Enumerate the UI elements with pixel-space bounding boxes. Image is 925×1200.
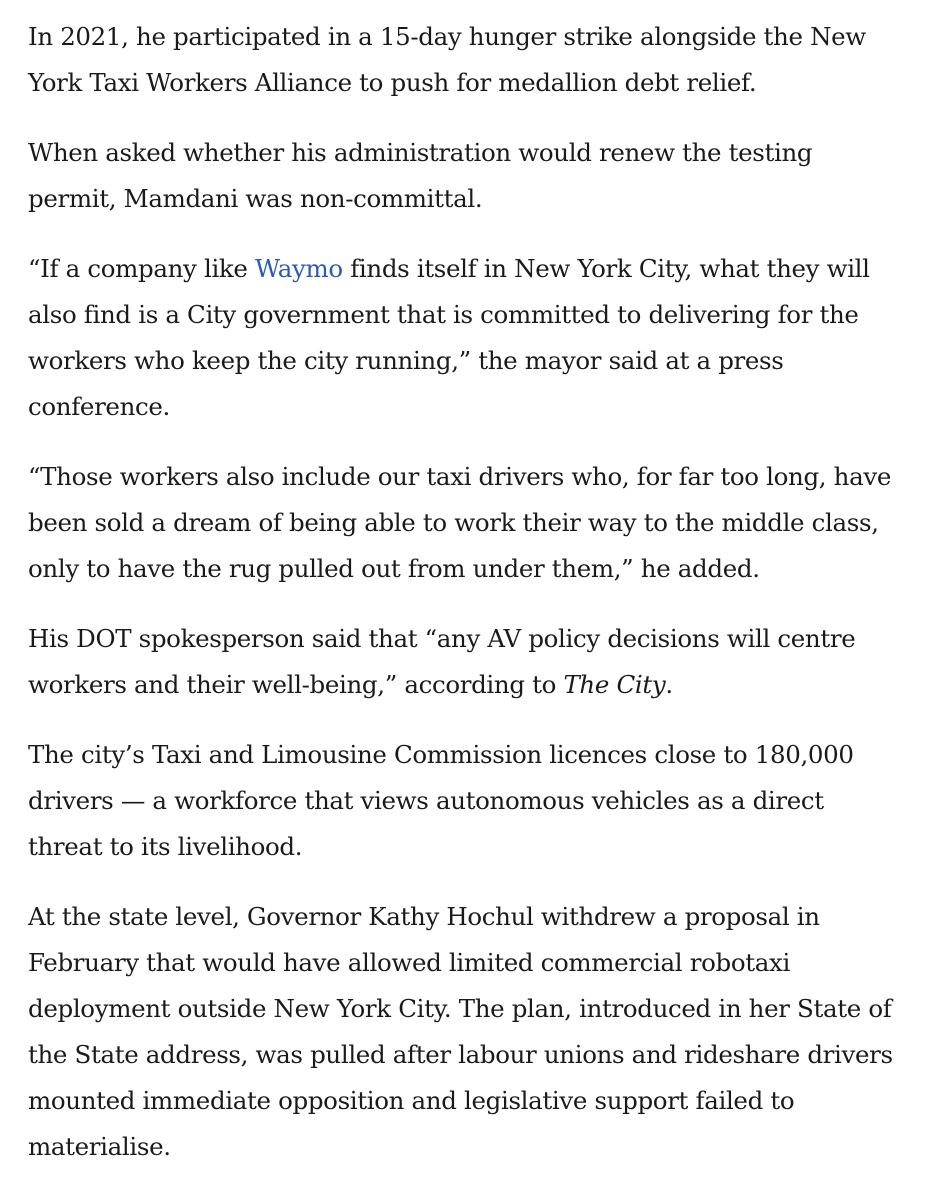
publication-name: The City [563,670,666,699]
quote-text-end: finds itself in New York City, what they will also find is a City government that is committed to delivering for the workers who keep the city running,” the mayor said at a press conference. [28,254,870,421]
spokesperson-text-end: . [665,670,673,699]
paragraph-taxi-drivers-quote: “Those workers also include our taxi drivers who, for far too long, have been sold a dream of being able to work their way to the middle class, only to have the rug pulled out from under them,” he added. [28,462,891,583]
article-body [28,14,898,1194]
paragraph-hunger-strike: In 2021, he participated in a 15-day hunger strike alongside the New York Taxi Workers Alliance to push for medallion debt relief. [28,22,866,97]
quote-text-start: “If a company like [28,254,256,283]
paragraph-tlc-licences: The city’s Taxi and Limousine Commission licences close to 180,000 drivers — a workforce that views autonomous vehicles as a direct threat to its livelihood. [28,740,854,861]
spokesperson-text: His DOT spokesperson said that “any AV policy decisions will centre workers and their well-being,” according to [28,624,856,699]
paragraph-dot-spokesperson [28,616,898,708]
paragraph-testing-permit: When asked whether his administration would renew the testing permit, Mamdani was non-committal. [28,138,813,213]
waymo-link[interactable]: Waymo [255,254,343,283]
paragraph-mayor-quote [28,246,898,430]
paragraph-state-level: At the state level, Governor Kathy Hochul withdrew a proposal in February that would have allowed limited commercial robotaxi deployment outside New York City. The plan, introduced in her State of the State address, was pulled after labour unions and rideshare drivers mounted immediate opposition and legislative support failed to materialise. [28,902,893,1161]
